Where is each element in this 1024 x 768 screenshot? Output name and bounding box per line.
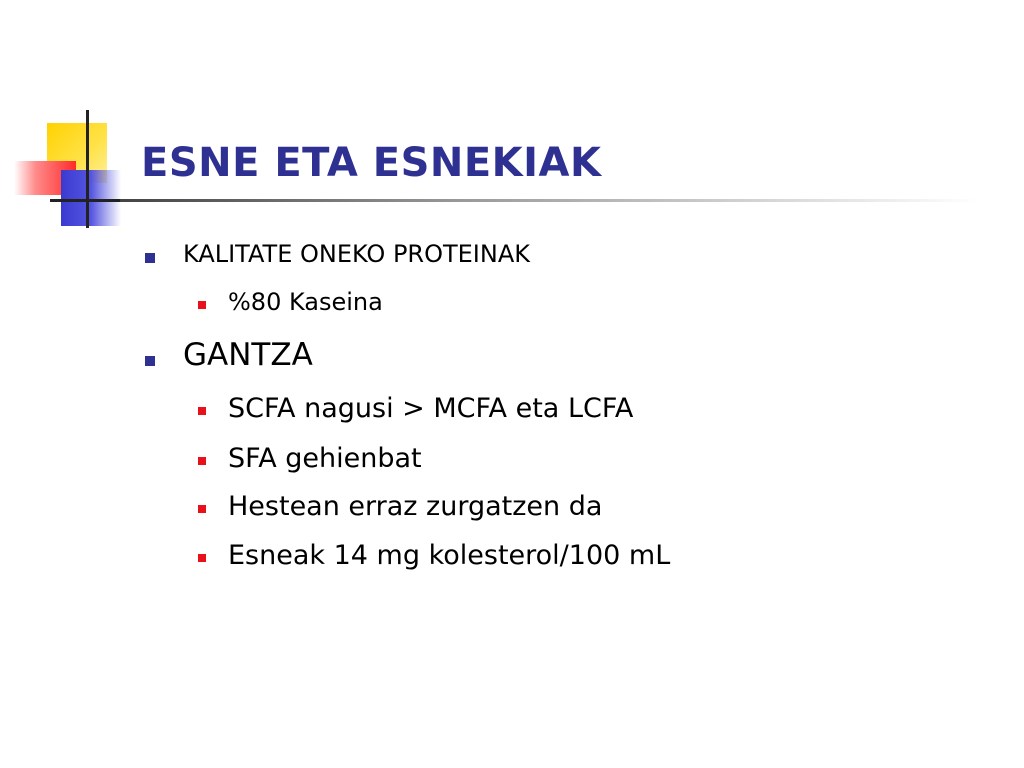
list-item [228,288,383,316]
bullet-text: %80 Kaseina [228,288,383,316]
square-bullet-icon [198,554,206,562]
bullet-text: SFA gehienbat [228,443,422,474]
square-bullet-icon [198,407,206,415]
bullet-text: GANTZA [183,337,313,373]
square-bullet-icon [198,457,206,465]
bullet-text: SCFA nagusi > MCFA eta LCFA [228,393,634,424]
list-item [228,540,670,571]
list-item [228,491,602,522]
slide-title: ESNE ETA ESNEKIAK [141,140,602,186]
square-bullet-icon [145,253,155,263]
square-bullet-icon [198,505,206,513]
bullet-text: Hestean erraz zurgatzen da [228,491,603,522]
list-item [183,337,313,373]
bullet-text: Esneak 14 mg kolesterol/100 mL [228,540,671,571]
list-item [183,240,530,268]
list-item [228,393,633,424]
square-bullet-icon [145,356,155,366]
bullet-text: KALITATE ONEKO PROTEINAK [183,240,530,268]
square-bullet-icon [198,301,206,309]
list-item [228,443,422,474]
